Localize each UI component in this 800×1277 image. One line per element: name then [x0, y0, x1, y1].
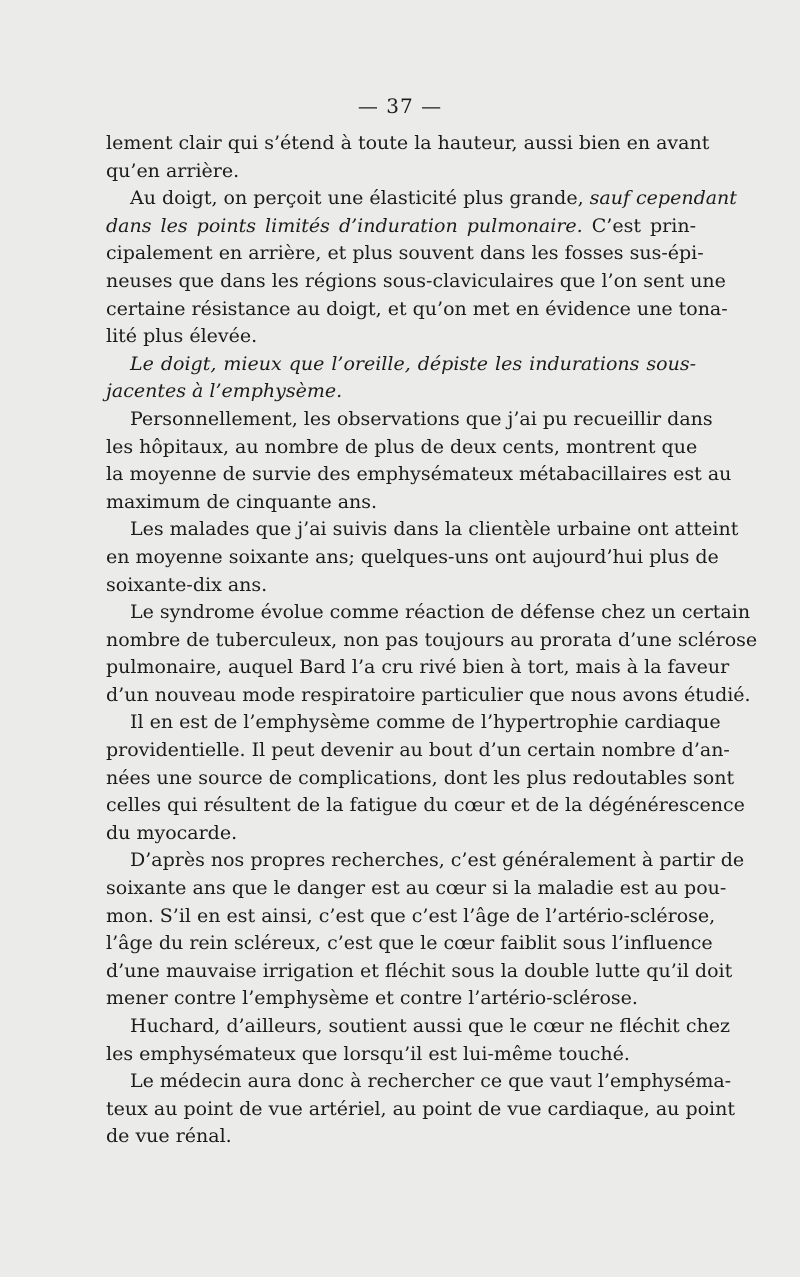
text-line [106, 213, 696, 241]
text-line: pulmonaire, auquel Bard l’a cru rivé bien à tort, mais à la faveur [106, 656, 730, 679]
text-run: C’est prin- [582, 214, 696, 237]
text-line: Le doigt, mieux que l’oreille, dépiste les indurations sous- [130, 352, 696, 375]
text-line: du myocarde. [106, 821, 238, 844]
text-line: mener contre l’emphysème et contre l’artério-sclérose. [106, 987, 638, 1010]
text-line: en moyenne soixante ans; quelques-uns ont aujourd’hui plus de [106, 545, 719, 568]
text-run: Au doigt, on perçoit une élasticité plus grande, [130, 187, 590, 210]
text-line: soixante ans que le danger est au cœur si la maladie est au pou- [106, 877, 727, 900]
text-line: teux au point de vue artériel, au point de vue cardiaque, au point [106, 1097, 736, 1120]
text-line: les emphysémateux que lorsqu’il est lui-même touché. [106, 1042, 630, 1065]
text-line [106, 185, 737, 213]
page-number: — 37 — [357, 94, 443, 118]
text-line: la moyenne de survie des emphysémateux métabacillaires est au [106, 463, 732, 486]
text-line: mon. S’il en est ainsi, c’est que c’est l’âge de l’artério-sclérose, [106, 904, 716, 927]
body-text [106, 130, 758, 1151]
text-line: lement clair qui s’étend à toute la hauteur, aussi bien en avant [106, 132, 710, 154]
text-line: l’âge du rein scléreux, c’est que le cœur faiblit sous l’influence [106, 932, 713, 955]
text-line: lité plus élevée. [106, 325, 258, 348]
text-line: d’un nouveau mode respiratoire particulier que nous avons étudié. [106, 683, 751, 706]
text-line: Il en est de l’emphysème comme de l’hypertrophie cardiaque [130, 711, 721, 734]
text-line: Personnellement, les observations que j’ai pu recueillir dans [130, 407, 713, 430]
text-line: nombre de tuberculeux, non pas toujours au prorata d’une sclérose [106, 628, 758, 651]
text-run: dans les points limités d’induration pulmonaire. [106, 214, 583, 237]
text-line: soixante-dix ans. [106, 573, 268, 596]
text-line: les hôpitaux, au nombre de plus de deux cents, montrent que [106, 435, 698, 458]
text-line: Les malades que j’ai suivis dans la clientèle urbaine ont atteint [130, 518, 739, 541]
text-line: d’une mauvaise irrigation et fléchit sous la double lutte qu’il doit [106, 959, 733, 982]
text-line: certaine résistance au doigt, et qu’on met en évidence une tona- [106, 297, 728, 320]
text-line: Huchard, d’ailleurs, soutient aussi que le cœur ne fléchit chez [130, 1015, 730, 1037]
text-line: Le syndrome évolue comme réaction de défense chez un certain [130, 601, 751, 624]
text-line: qu’en arrière. [106, 159, 240, 182]
text-line: jacentes à l’emphysème. [106, 380, 343, 403]
text-line: celles qui résultent de la fatigue du cœur et de la dégénérescence [106, 794, 745, 817]
text-line: maximum de cinquante ans. [106, 490, 378, 513]
text-run: sauf cependant [589, 187, 737, 210]
text-line: cipalement en arrière, et plus souvent dans les fosses sus-épi- [106, 242, 704, 265]
text-line: Le médecin aura donc à rechercher ce que vaut l’emphyséma- [130, 1070, 732, 1093]
text-line: neuses que dans les régions sous-claviculaires que l’on sent une [106, 269, 726, 292]
text-line: de vue rénal. [106, 1125, 232, 1148]
text-line: D’après nos propres recherches, c’est généralement à partir de [130, 849, 745, 872]
text-line: providentielle. Il peut devenir au bout d’un certain nombre d’an- [106, 739, 730, 762]
text-line: nées une source de complications, dont les plus redoutables sont [106, 766, 735, 789]
